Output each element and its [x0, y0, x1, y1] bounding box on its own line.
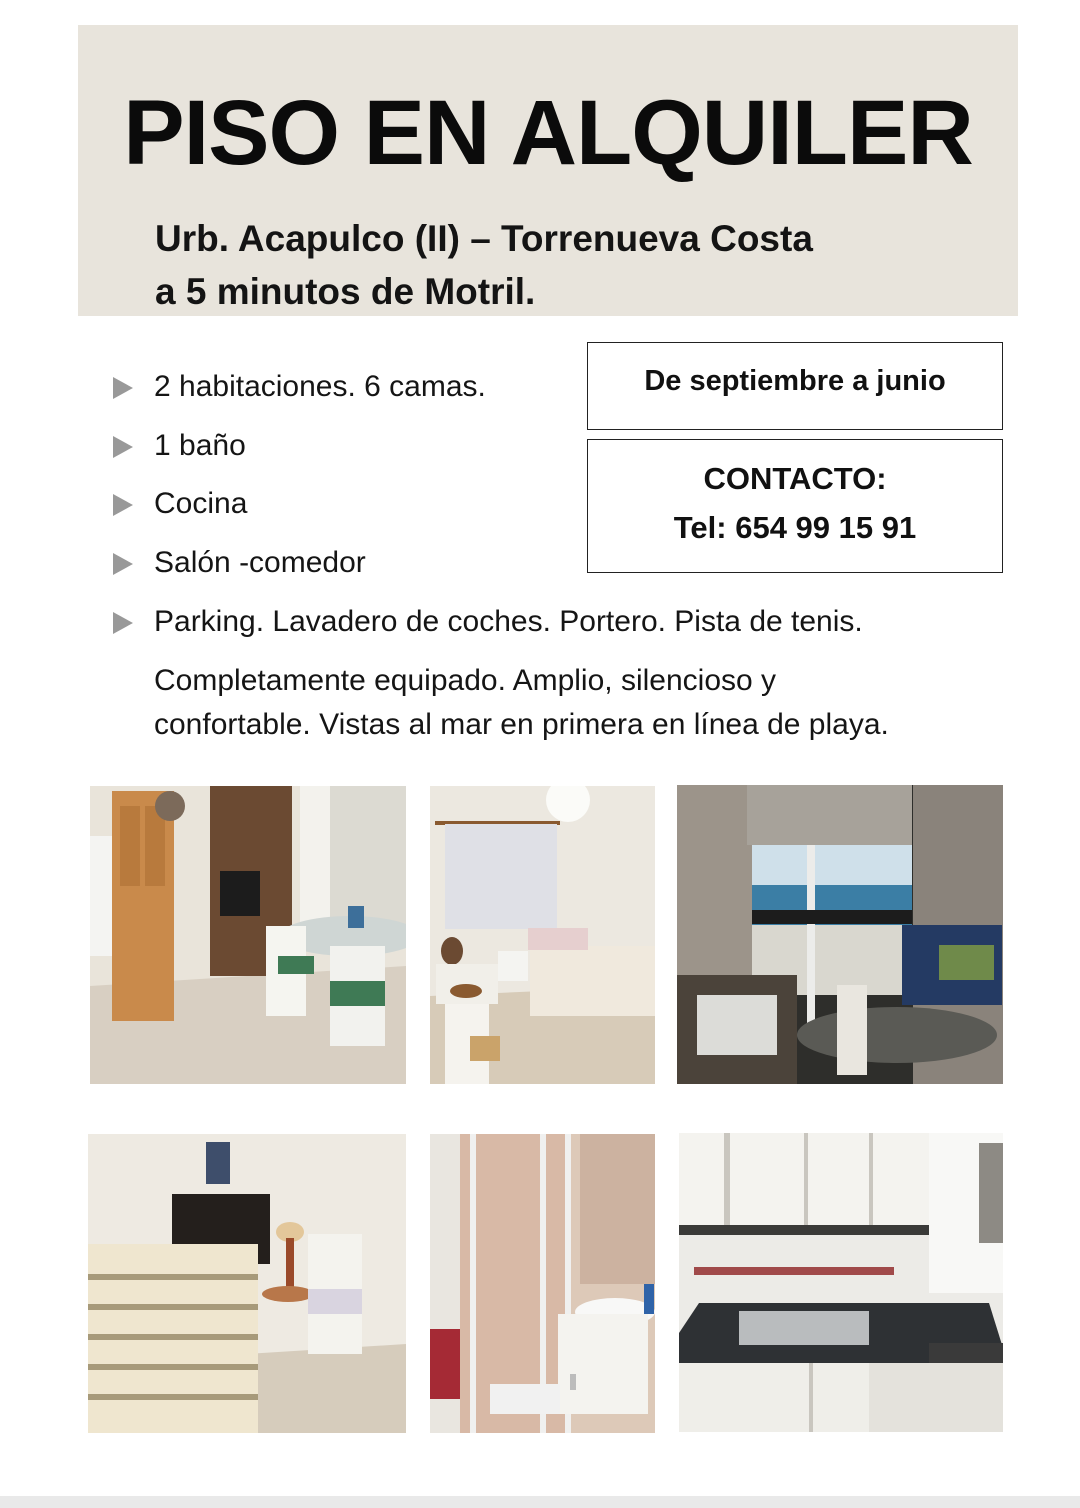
- distance-line: a 5 minutos de Motril.: [155, 271, 536, 312]
- feature-text: Parking. Lavadero de coches. Portero. Pista de tenis.: [154, 605, 863, 638]
- bullet-triangle-icon: [113, 553, 133, 575]
- feature-text: Cocina: [154, 487, 248, 520]
- photo-bedroom: [430, 786, 655, 1084]
- bullet-triangle-icon: [113, 612, 133, 634]
- feature-text: Salón -comedor: [154, 546, 366, 579]
- location-line: Urb. Acapulco (II) – Torrenueva Costa: [155, 218, 813, 259]
- photo-kitchen: [679, 1133, 1003, 1432]
- header-banner: [78, 25, 1018, 316]
- photo-bedroom-2: [88, 1134, 406, 1433]
- availability-text: De septiembre a junio: [644, 365, 946, 397]
- bullet-triangle-icon: [113, 494, 133, 516]
- photo-living-room: [90, 786, 406, 1084]
- description-line: confortable. Vistas al mar en primera en línea de playa.: [154, 708, 889, 741]
- feature-item: [110, 601, 1010, 641]
- feature-text: 1 baño: [154, 429, 246, 462]
- page-title: PISO EN ALQUILER: [123, 82, 973, 184]
- photo-sea-view: [677, 785, 1003, 1084]
- photo-bathroom: [430, 1134, 655, 1433]
- description: [154, 659, 1034, 747]
- availability-box: [587, 342, 1003, 430]
- contact-phone: Tel: 654 99 15 91: [673, 510, 917, 545]
- bullet-triangle-icon: [113, 436, 133, 458]
- bottom-bar: [0, 1496, 1080, 1508]
- bullet-triangle-icon: [113, 377, 133, 399]
- contact-box: [587, 439, 1003, 573]
- contact-heading: CONTACTO:: [703, 461, 887, 496]
- description-line: Completamente equipado. Amplio, silencioso y: [154, 664, 777, 697]
- feature-text: 2 habitaciones. 6 camas.: [154, 370, 486, 403]
